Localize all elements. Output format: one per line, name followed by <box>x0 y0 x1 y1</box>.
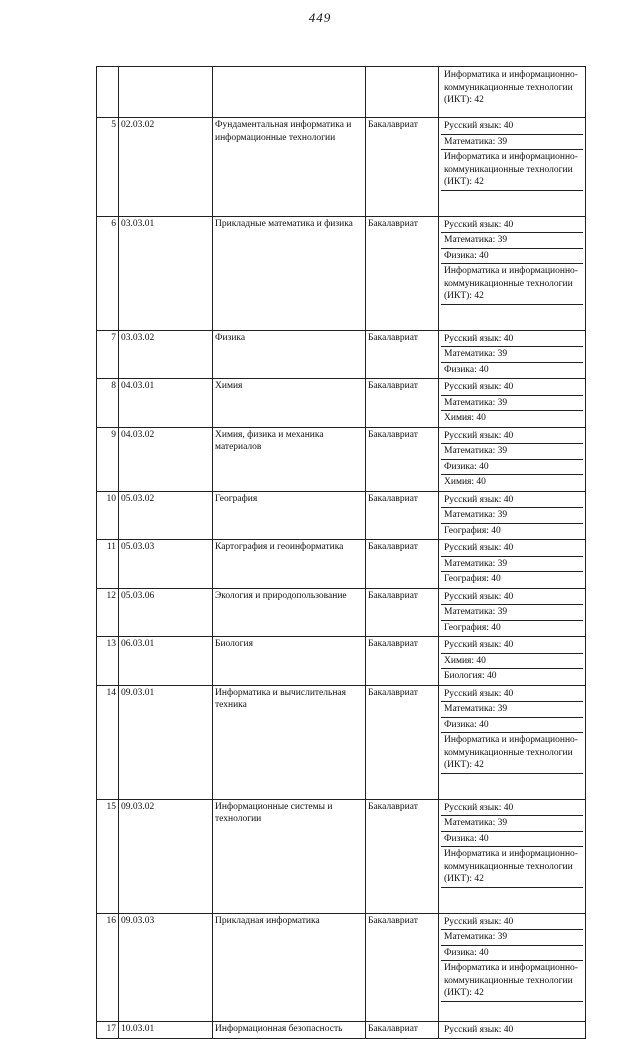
exam-requirement: География: 40 <box>444 622 501 633</box>
exam-requirement: Математика: 39 <box>441 930 583 946</box>
level-cell: Бакалавриат <box>366 118 439 217</box>
row-number-cell: 7 <box>97 330 119 379</box>
code-cell: 09.03.01 <box>119 685 213 799</box>
table-row <box>97 118 586 217</box>
exam-requirement: Физика: 40 <box>441 832 583 848</box>
exam-requirement: Математика: 39 <box>441 233 583 249</box>
exam-requirement: Математика: 39 <box>441 347 583 363</box>
level-cell: Бакалавриат <box>366 685 439 799</box>
exam-requirement: Математика: 39 <box>441 444 583 460</box>
exams-cell <box>439 118 586 217</box>
exam-requirement: Математика: 39 <box>441 396 583 412</box>
exams-cell <box>439 379 586 428</box>
exam-requirement: Физика: 40 <box>444 364 489 375</box>
level-cell: Бакалавриат <box>366 491 439 540</box>
row-number-cell: 9 <box>97 427 119 491</box>
exam-requirement: Математика: 39 <box>441 135 583 151</box>
name-cell: Информатика и вычислительная техника <box>213 685 366 799</box>
name-cell: Информационная безопасность <box>213 1021 366 1039</box>
row-number-cell: 13 <box>97 637 119 686</box>
level-cell: Бакалавриат <box>366 1021 439 1039</box>
cell-spacer <box>441 1002 583 1020</box>
table-row <box>97 588 586 637</box>
code-cell: 03.03.02 <box>119 330 213 379</box>
table-row <box>97 685 586 799</box>
row-number-cell: 14 <box>97 685 119 799</box>
exam-requirement: Химия: 40 <box>441 654 583 670</box>
cell-spacer <box>441 888 583 912</box>
exam-requirement: Русский язык: 40 <box>441 801 583 817</box>
name-cell: Химия <box>213 379 366 428</box>
table-row <box>97 1021 586 1039</box>
exam-requirement: Русский язык: 40 <box>441 541 583 557</box>
name-cell: Информационные системы и технологии <box>213 799 366 913</box>
exam-requirement: Информатика и информационно-коммуникационные технологии (ИКТ): 42 <box>441 961 583 1002</box>
exam-requirement: Информатика и информационно-коммуникационные технологии (ИКТ): 42 <box>441 150 583 191</box>
exam-requirement: Физика: 40 <box>441 946 583 962</box>
exam-requirement: Русский язык: 40 <box>441 380 583 396</box>
admission-table <box>96 66 586 1039</box>
name-cell <box>213 67 366 118</box>
name-cell: Экология и природопользование <box>213 588 366 637</box>
row-number-cell: 15 <box>97 799 119 913</box>
table-row <box>97 427 586 491</box>
exam-requirement: Русский язык: 40 <box>441 590 583 606</box>
exams-cell <box>439 913 586 1021</box>
code-cell: 04.03.02 <box>119 427 213 491</box>
exams-cell <box>439 799 586 913</box>
code-cell: 10.03.01 <box>119 1021 213 1039</box>
code-cell: 06.03.01 <box>119 637 213 686</box>
row-number-cell: 6 <box>97 216 119 330</box>
level-cell: Бакалавриат <box>366 588 439 637</box>
code-cell: 05.03.03 <box>119 540 213 589</box>
name-cell: География <box>213 491 366 540</box>
exam-requirement: Русский язык: 40 <box>441 687 583 703</box>
exam-requirement: Химия: 40 <box>444 477 486 487</box>
level-cell: Бакалавриат <box>366 427 439 491</box>
row-number-cell <box>97 67 119 118</box>
row-number-cell: 10 <box>97 491 119 540</box>
table-row <box>97 799 586 913</box>
level-cell: Бакалавриат <box>366 799 439 913</box>
exam-requirement: Информатика и информационно-коммуникационные технологии (ИКТ): 42 <box>441 264 583 305</box>
code-cell: 05.03.06 <box>119 588 213 637</box>
code-cell: 03.03.01 <box>119 216 213 330</box>
exam-requirement: Физика: 40 <box>441 718 583 734</box>
exams-cell <box>439 1021 586 1039</box>
name-cell: Картография и геоинформатика <box>213 540 366 589</box>
exams-cell <box>439 588 586 637</box>
level-cell: Бакалавриат <box>366 913 439 1021</box>
exam-requirement: Русский язык: 40 <box>441 915 583 931</box>
exams-cell <box>439 637 586 686</box>
exams-cell <box>439 427 586 491</box>
level-cell: Бакалавриат <box>366 216 439 330</box>
name-cell: Химия, физика и механика материалов <box>213 427 366 491</box>
table-row-continuation <box>97 67 586 118</box>
name-cell: Прикладные математика и физика <box>213 216 366 330</box>
exam-requirement: Биология: 40 <box>444 671 497 681</box>
row-number-cell: 11 <box>97 540 119 589</box>
level-cell: Бакалавриат <box>366 540 439 589</box>
exam-requirement: Математика: 39 <box>441 508 583 524</box>
level-cell: Бакалавриат <box>366 637 439 686</box>
row-number-cell: 17 <box>97 1021 119 1039</box>
exams-cell <box>439 67 586 118</box>
cell-spacer <box>441 191 583 215</box>
table-row <box>97 379 586 428</box>
row-number-cell: 16 <box>97 913 119 1021</box>
exam-requirement: Математика: 39 <box>441 702 583 718</box>
exam-requirement: Математика: 39 <box>441 557 583 573</box>
table-row <box>97 540 586 589</box>
exam-requirement: Информатика и информационно-коммуникационные технологии (ИКТ): 42 <box>444 70 578 105</box>
row-number-cell: 12 <box>97 588 119 637</box>
exam-requirement: Информатика и информационно-коммуникационные технологии (ИКТ): 42 <box>441 733 583 774</box>
exams-cell <box>439 330 586 379</box>
table-row <box>97 330 586 379</box>
exam-requirement: Математика: 39 <box>441 605 583 621</box>
exam-requirement: Информатика и информационно-коммуникационные технологии (ИКТ): 42 <box>441 847 583 888</box>
table-row <box>97 637 586 686</box>
exam-requirement: Русский язык: 40 <box>441 429 583 445</box>
level-cell: Бакалавриат <box>366 379 439 428</box>
code-cell: 09.03.03 <box>119 913 213 1021</box>
name-cell: Биология <box>213 637 366 686</box>
name-cell: Физика <box>213 330 366 379</box>
level-cell <box>366 67 439 118</box>
code-cell: 09.03.02 <box>119 799 213 913</box>
name-cell: Прикладная информатика <box>213 913 366 1021</box>
exam-requirement: География: 40 <box>444 574 501 584</box>
table-row <box>97 216 586 330</box>
exams-cell <box>439 540 586 589</box>
exam-requirement: Русский язык: 40 <box>441 332 583 348</box>
exam-requirement: Русский язык: 40 <box>444 1024 514 1035</box>
name-cell: Фундаментальная информатика и информационные технологии <box>213 118 366 217</box>
exam-requirement: Математика: 39 <box>441 816 583 832</box>
code-cell <box>119 67 213 118</box>
exam-requirement: Русский язык: 40 <box>441 218 583 234</box>
code-cell: 04.03.01 <box>119 379 213 428</box>
exams-cell <box>439 685 586 799</box>
exams-cell <box>439 216 586 330</box>
table-row <box>97 913 586 1021</box>
exams-cell <box>439 491 586 540</box>
page-number: 449 <box>308 10 332 25</box>
exam-requirement: Физика: 40 <box>441 460 583 476</box>
cell-spacer <box>441 305 583 329</box>
table-body <box>97 67 586 1039</box>
exam-requirement: Русский язык: 40 <box>441 119 583 135</box>
level-cell: Бакалавриат <box>366 330 439 379</box>
row-number-cell: 8 <box>97 379 119 428</box>
exam-requirement: Физика: 40 <box>441 249 583 265</box>
row-number-cell: 5 <box>97 118 119 217</box>
exam-requirement: Русский язык: 40 <box>441 493 583 509</box>
code-cell: 02.03.02 <box>119 118 213 217</box>
table-row <box>97 491 586 540</box>
exam-requirement: Химия: 40 <box>444 413 486 423</box>
code-cell: 05.03.02 <box>119 491 213 540</box>
cell-spacer <box>441 774 583 798</box>
exam-requirement: География: 40 <box>444 525 501 536</box>
exam-requirement: Русский язык: 40 <box>441 638 583 654</box>
